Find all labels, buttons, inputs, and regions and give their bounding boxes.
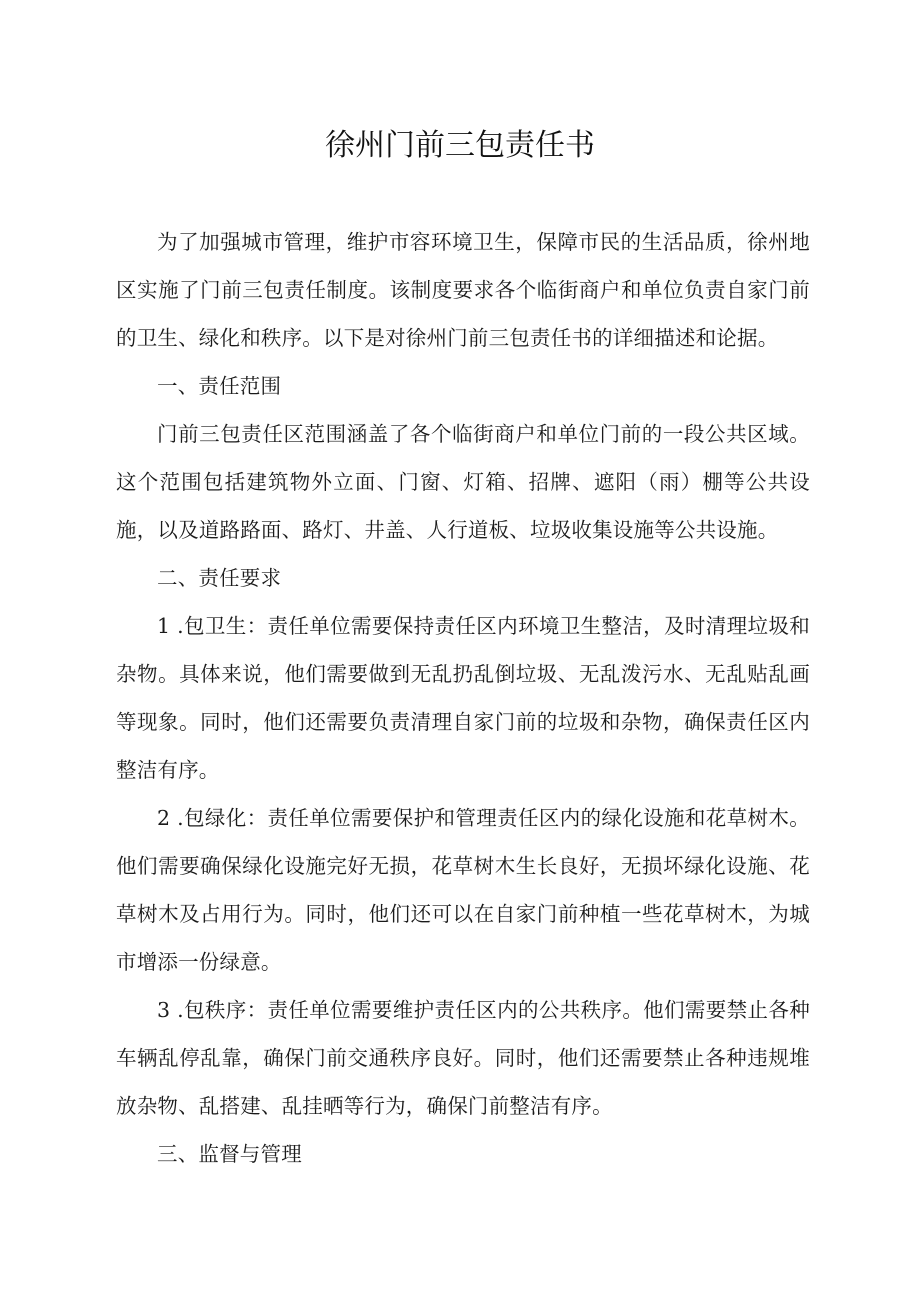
requirement-sanitation: 1 .包卫生：责任单位需要保持责任区内环境卫生整洁，及时清理垃圾和杂物。具体来说，他们需要做到无乱扔乱倒垃圾、无乱泼污水、无乱贴乱画等现象。同时，他们还需要负责清理自家门前的垃圾和杂物，确保责任区内整洁有序。 bbox=[116, 614, 810, 782]
page-title: 徐州门前三包责任书 bbox=[325, 128, 595, 163]
intro-paragraph: 为了加强城市管理，维护市容环境卫生，保障市民的生活品质，徐州地区实施了门前三包责任制度。该制度要求各个临街商户和单位负责自家门前的卫生、绿化和秩序。以下是对徐州门前三包责任书的详细描述和论据。 bbox=[116, 230, 810, 350]
requirement-greening: 2 .包绿化：责任单位需要保护和管理责任区内的绿化设施和花草树木。他们需要确保绿化设施完好无损，花草树木生长良好，无损坏绿化设施、花草树木及占用行为。同时，他们还可以在自家门前种植一些花草树木，为城市增添一份绿意。 bbox=[116, 806, 810, 974]
requirement-order: 3 .包秩序：责任单位需要维护责任区内的公共秩序。他们需要禁止各种车辆乱停乱靠，确保门前交通秩序良好。同时，他们还需要禁止各种违规堆放杂物、乱搭建、乱挂晒等行为，确保门前整洁有序。 bbox=[116, 998, 810, 1118]
document-body bbox=[116, 218, 810, 1178]
section-heading-requirements: 二、责任要求 bbox=[157, 566, 282, 590]
scope-paragraph: 门前三包责任区范围涵盖了各个临街商户和单位门前的一段公共区域。这个范围包括建筑物外立面、门窗、灯箱、招牌、遮阳（雨）棚等公共设施，以及道路路面、路灯、井盖、人行道板、垃圾收集设施等公共设施。 bbox=[116, 422, 810, 542]
section-heading-supervision: 三、监督与管理 bbox=[157, 1142, 302, 1166]
section-heading-scope: 一、责任范围 bbox=[157, 374, 282, 398]
